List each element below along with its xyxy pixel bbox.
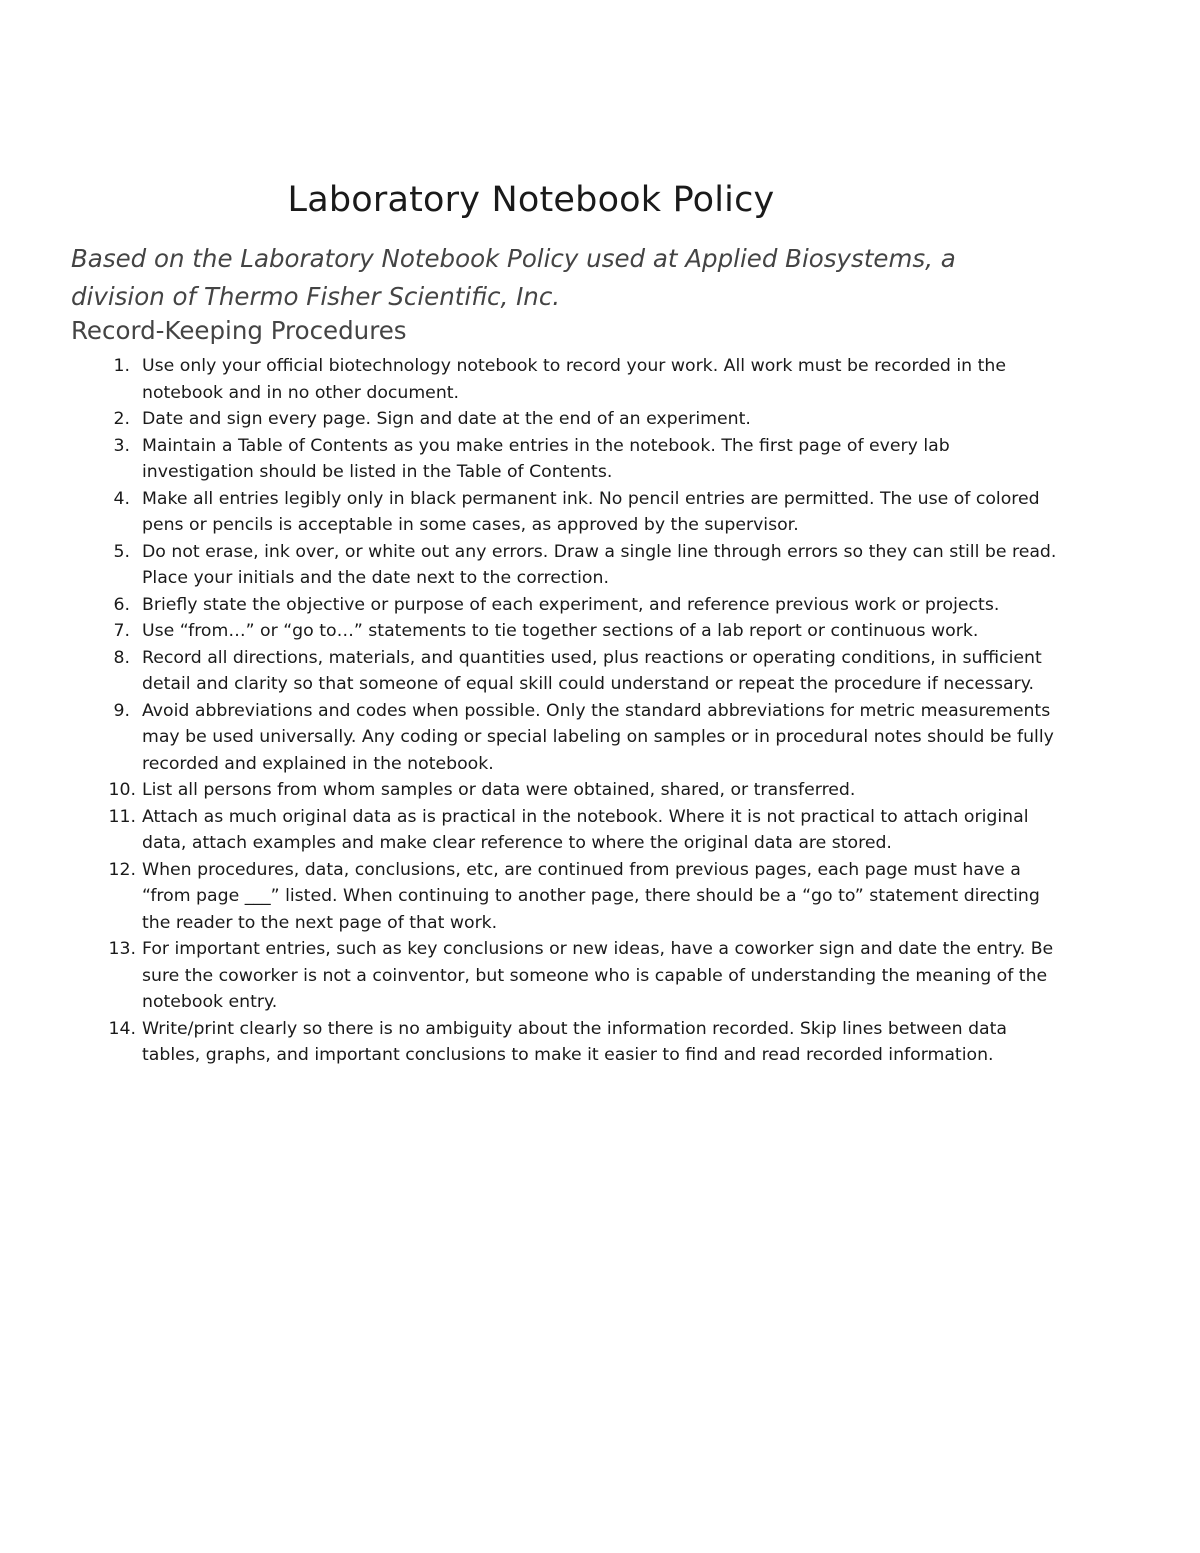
list-item — [0, 645, 1060, 698]
list-item-number: 7. — [113, 621, 130, 641]
list-item-text: Briefly state the objective or purpose of each experiment, and reference previous work or projects. — [142, 594, 1000, 615]
list-item-number: 3. — [113, 435, 130, 456]
list-item-text: Record all directions, materials, and quantities used, plus reactions or operating conditions, in sufficient detail and clarity so that someone of equal skill could understand or repeat the procedure if necessary. — [142, 647, 1042, 694]
list-item-number: 8. — [113, 647, 130, 668]
list-item-text: Use only your official biotechnology notebook to record your work. All work must be recorded in the notebook and in no other document. — [142, 356, 1006, 403]
list-item-number: 6. — [113, 594, 130, 615]
procedures-list — [0, 353, 1060, 1069]
list-item — [0, 1016, 1060, 1069]
list-item-text: Do not erase, ink over, or white out any errors. Draw a single line through errors so they can still be read. Place your initials and the date next to the correction. — [142, 541, 1057, 588]
list-item — [0, 936, 1060, 1016]
list-item — [0, 592, 1060, 619]
list-item-number: 14. — [108, 1018, 136, 1039]
list-item — [0, 804, 1060, 857]
list-item-text: When procedures, data, conclusions, etc, are continued from previous pages, each page must have a “from page ___” listed. When continuing to another page, there should be a “go to” statement directing the reader to the next page of that work. — [142, 859, 1040, 933]
list-item — [0, 777, 1060, 804]
list-item-number: 5. — [113, 541, 130, 562]
list-item-text: Use “from…” or “go to…” statements to tie together sections of a lab report or continuous work. — [142, 621, 979, 641]
list-item — [0, 698, 1060, 778]
list-item-text: List all persons from whom samples or data were obtained, shared, or transferred. — [142, 780, 856, 800]
list-item-number: 2. — [113, 409, 130, 429]
list-item — [0, 353, 1060, 406]
page-subtitle: Based on the Laboratory Notebook Policy used at Applied Biosystems, a division of Thermo Fisher Scientific, Inc. — [71, 244, 956, 311]
list-item-number: 12. — [108, 859, 136, 880]
section-heading: Record-Keeping Procedures — [71, 316, 407, 345]
list-item — [0, 433, 1060, 486]
list-item-text: Attach as much original data as is practical in the notebook. Where it is not practical to attach original data, attach examples and make clear reference to where the original data are stored. — [142, 806, 1029, 853]
list-item — [0, 618, 1060, 645]
list-item-number: 11. — [108, 806, 136, 827]
list-item-number: 9. — [113, 700, 130, 721]
list-item-number: 1. — [113, 356, 130, 376]
list-item — [0, 486, 1060, 539]
list-item-text: For important entries, such as key conclusions or new ideas, have a coworker sign and date the entry. Be sure the coworker is not a coinventor, but someone who is capable of understanding the meaning of the notebook entry. — [142, 939, 1054, 1012]
list-item — [0, 406, 1060, 433]
list-item-text: Maintain a Table of Contents as you make entries in the notebook. The first page of every lab investigation should be listed in the Table of Contents. — [142, 435, 950, 482]
list-item-number: 13. — [108, 939, 136, 959]
list-item — [0, 857, 1060, 937]
page-title: Laboratory Notebook Policy — [287, 180, 775, 220]
list-item-number: 10. — [108, 780, 136, 800]
list-item-text: Date and sign every page. Sign and date at the end of an experiment. — [142, 409, 751, 429]
list-item — [0, 539, 1060, 592]
list-item-text: Write/print clearly so there is no ambiguity about the information recorded. Skip lines between data tables, graphs, and important conclusions to make it easier to find and read recorded information. — [142, 1018, 1008, 1065]
list-item-text: Avoid abbreviations and codes when possible. Only the standard abbreviations for metric measurements may be used universally. Any coding or special labeling on samples or in procedural notes should be fully recorded and explained in the notebook. — [142, 700, 1054, 774]
list-item-text: Make all entries legibly only in black permanent ink. No pencil entries are permitted. The use of colored pens or pencils is acceptable in some cases, as approved by the supervisor. — [142, 488, 1040, 535]
list-item-number: 4. — [113, 488, 130, 509]
